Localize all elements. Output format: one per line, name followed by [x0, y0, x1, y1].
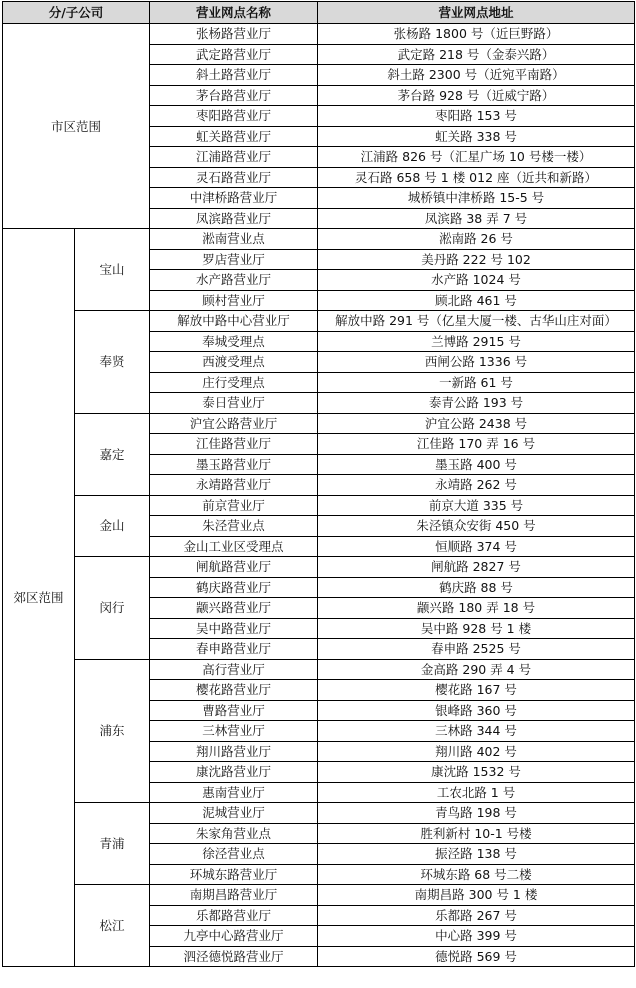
- outlet-name-cell: 吴中路营业厅: [150, 618, 318, 639]
- outlet-table: [2, 1, 635, 967]
- outlet-address-cell: 环城东路 68 号二楼: [318, 864, 635, 885]
- district-cell: 嘉定: [75, 413, 150, 495]
- outlet-address-cell: 樱花路 167 号: [318, 680, 635, 701]
- outlet-address-cell: 恒顺路 374 号: [318, 536, 635, 557]
- outlet-name-cell: 春申路营业厅: [150, 639, 318, 660]
- outlet-address-cell: 闸航路 2827 号: [318, 557, 635, 578]
- outlet-address-cell: 江佳路 170 弄 16 号: [318, 434, 635, 455]
- district-cell: 松江: [75, 885, 150, 967]
- outlet-name-cell: 灵石路营业厅: [150, 167, 318, 188]
- region-cell: 郊区范围: [3, 229, 75, 967]
- outlet-name-cell: 沪宜公路营业厅: [150, 413, 318, 434]
- outlet-address-cell: 泰青公路 193 号: [318, 393, 635, 414]
- outlet-address-cell: 中心路 399 号: [318, 926, 635, 947]
- table-row: [3, 885, 635, 906]
- table-row: [3, 413, 635, 434]
- outlet-name-cell: 曹路营业厅: [150, 700, 318, 721]
- outlet-name-cell: 泗泾德悦路营业厅: [150, 946, 318, 967]
- district-cell: 青浦: [75, 803, 150, 885]
- outlet-address-cell: 武定路 218 号（金泰兴路）: [318, 44, 635, 65]
- outlet-name-cell: 张杨路营业厅: [150, 24, 318, 45]
- outlet-address-cell: 凤滨路 38 弄 7 号: [318, 208, 635, 229]
- table-row: [3, 495, 635, 516]
- table-row: [3, 803, 635, 824]
- outlet-address-cell: 淞南路 26 号: [318, 229, 635, 250]
- outlet-address-cell: 顾北路 461 号: [318, 290, 635, 311]
- outlet-address-cell: 鹤庆路 88 号: [318, 577, 635, 598]
- outlet-address-cell: 茅台路 928 号（近威宁路）: [318, 85, 635, 106]
- district-cell: 闵行: [75, 557, 150, 660]
- outlet-address-cell: 永靖路 262 号: [318, 475, 635, 496]
- outlet-name-cell: 翔川路营业厅: [150, 741, 318, 762]
- outlet-name-cell: 三林营业厅: [150, 721, 318, 742]
- outlet-address-cell: 康沈路 1532 号: [318, 762, 635, 783]
- outlet-name-cell: 朱家角营业点: [150, 823, 318, 844]
- district-cell: 奉贤: [75, 311, 150, 414]
- outlet-address-cell: 沪宜公路 2438 号: [318, 413, 635, 434]
- outlet-name-cell: 朱泾营业点: [150, 516, 318, 537]
- region-cell: 市区范围: [3, 24, 150, 229]
- table-body: [3, 24, 635, 967]
- outlet-address-cell: 兰博路 2915 号: [318, 331, 635, 352]
- outlet-address-cell: 春申路 2525 号: [318, 639, 635, 660]
- outlet-address-cell: 银峰路 360 号: [318, 700, 635, 721]
- outlet-name-cell: 淞南营业点: [150, 229, 318, 250]
- outlet-name-cell: 鹤庆路营业厅: [150, 577, 318, 598]
- outlet-name-cell: 虹关路营业厅: [150, 126, 318, 147]
- outlet-name-cell: 闸航路营业厅: [150, 557, 318, 578]
- outlet-address-cell: 枣阳路 153 号: [318, 106, 635, 127]
- outlet-name-cell: 凤滨路营业厅: [150, 208, 318, 229]
- outlet-address-cell: 江浦路 826 号（汇星广场 10 号楼一楼）: [318, 147, 635, 168]
- outlet-address-cell: 西闸公路 1336 号: [318, 352, 635, 373]
- outlet-address-cell: 张杨路 1800 号（近巨野路）: [318, 24, 635, 45]
- outlet-address-cell: 德悦路 569 号: [318, 946, 635, 967]
- outlet-address-cell: 乐都路 267 号: [318, 905, 635, 926]
- outlet-address-cell: 三林路 344 号: [318, 721, 635, 742]
- outlet-address-cell: 吴中路 928 号 1 楼: [318, 618, 635, 639]
- outlet-name-cell: 惠南营业厅: [150, 782, 318, 803]
- district-cell: 浦东: [75, 659, 150, 803]
- outlet-name-cell: 康沈路营业厅: [150, 762, 318, 783]
- outlet-name-cell: 南期昌路营业厅: [150, 885, 318, 906]
- header-outlet-address: 营业网点地址: [318, 2, 635, 24]
- outlet-name-cell: 九亭中心路营业厅: [150, 926, 318, 947]
- outlet-name-cell: 西渡受理点: [150, 352, 318, 373]
- outlet-name-cell: 乐都路营业厅: [150, 905, 318, 926]
- outlet-name-cell: 罗店营业厅: [150, 249, 318, 270]
- outlet-name-cell: 枣阳路营业厅: [150, 106, 318, 127]
- outlet-address-cell: 解放中路 291 号（亿星大厦一楼、古华山庄对面）: [318, 311, 635, 332]
- outlet-address-cell: 翔川路 402 号: [318, 741, 635, 762]
- outlet-address-cell: 城桥镇中津桥路 15-5 号: [318, 188, 635, 209]
- header-row: [3, 2, 635, 24]
- outlet-address-cell: 斜土路 2300 号（近宛平南路）: [318, 65, 635, 86]
- outlet-name-cell: 徐泾营业点: [150, 844, 318, 865]
- outlet-address-cell: 虹关路 338 号: [318, 126, 635, 147]
- outlet-address-cell: 胜利新村 10-1 号楼: [318, 823, 635, 844]
- outlet-name-cell: 墨玉路营业厅: [150, 454, 318, 475]
- district-cell: 金山: [75, 495, 150, 557]
- outlet-name-cell: 金山工业区受理点: [150, 536, 318, 557]
- outlet-address-cell: 朱泾镇众安街 450 号: [318, 516, 635, 537]
- outlet-name-cell: 江浦路营业厅: [150, 147, 318, 168]
- header-outlet-name: 营业网点名称: [150, 2, 318, 24]
- district-cell: 宝山: [75, 229, 150, 311]
- outlet-name-cell: 顾村营业厅: [150, 290, 318, 311]
- outlet-name-cell: 茅台路营业厅: [150, 85, 318, 106]
- outlet-name-cell: 永靖路营业厅: [150, 475, 318, 496]
- outlet-address-cell: 前京大道 335 号: [318, 495, 635, 516]
- outlet-name-cell: 高行营业厅: [150, 659, 318, 680]
- outlet-name-cell: 庄行受理点: [150, 372, 318, 393]
- outlet-name-cell: 奉城受理点: [150, 331, 318, 352]
- outlet-address-cell: 南期昌路 300 号 1 楼: [318, 885, 635, 906]
- outlet-name-cell: 水产路营业厅: [150, 270, 318, 291]
- table-row: [3, 24, 635, 45]
- outlet-address-cell: 工农北路 1 号: [318, 782, 635, 803]
- outlet-name-cell: 泥城营业厅: [150, 803, 318, 824]
- outlet-name-cell: 中津桥路营业厅: [150, 188, 318, 209]
- outlet-address-cell: 美丹路 222 号 102: [318, 249, 635, 270]
- outlet-address-cell: 水产路 1024 号: [318, 270, 635, 291]
- outlet-name-cell: 解放中路中心营业厅: [150, 311, 318, 332]
- outlet-name-cell: 颛兴路营业厅: [150, 598, 318, 619]
- outlet-address-cell: 振泾路 138 号: [318, 844, 635, 865]
- outlet-address-cell: 一新路 61 号: [318, 372, 635, 393]
- outlet-name-cell: 江佳路营业厅: [150, 434, 318, 455]
- outlet-address-cell: 颛兴路 180 弄 18 号: [318, 598, 635, 619]
- outlet-name-cell: 樱花路营业厅: [150, 680, 318, 701]
- table-row: [3, 311, 635, 332]
- outlet-name-cell: 泰日营业厅: [150, 393, 318, 414]
- table-row: [3, 557, 635, 578]
- table-row: [3, 229, 635, 250]
- outlet-address-cell: 青鸟路 198 号: [318, 803, 635, 824]
- header-company: 分/子公司: [3, 2, 150, 24]
- outlet-address-cell: 灵石路 658 号 1 楼 012 座（近共和新路）: [318, 167, 635, 188]
- outlet-address-cell: 墨玉路 400 号: [318, 454, 635, 475]
- outlet-name-cell: 环城东路营业厅: [150, 864, 318, 885]
- table-row: [3, 659, 635, 680]
- outlet-name-cell: 前京营业厅: [150, 495, 318, 516]
- outlet-address-cell: 金高路 290 弄 4 号: [318, 659, 635, 680]
- outlet-name-cell: 斜土路营业厅: [150, 65, 318, 86]
- outlet-name-cell: 武定路营业厅: [150, 44, 318, 65]
